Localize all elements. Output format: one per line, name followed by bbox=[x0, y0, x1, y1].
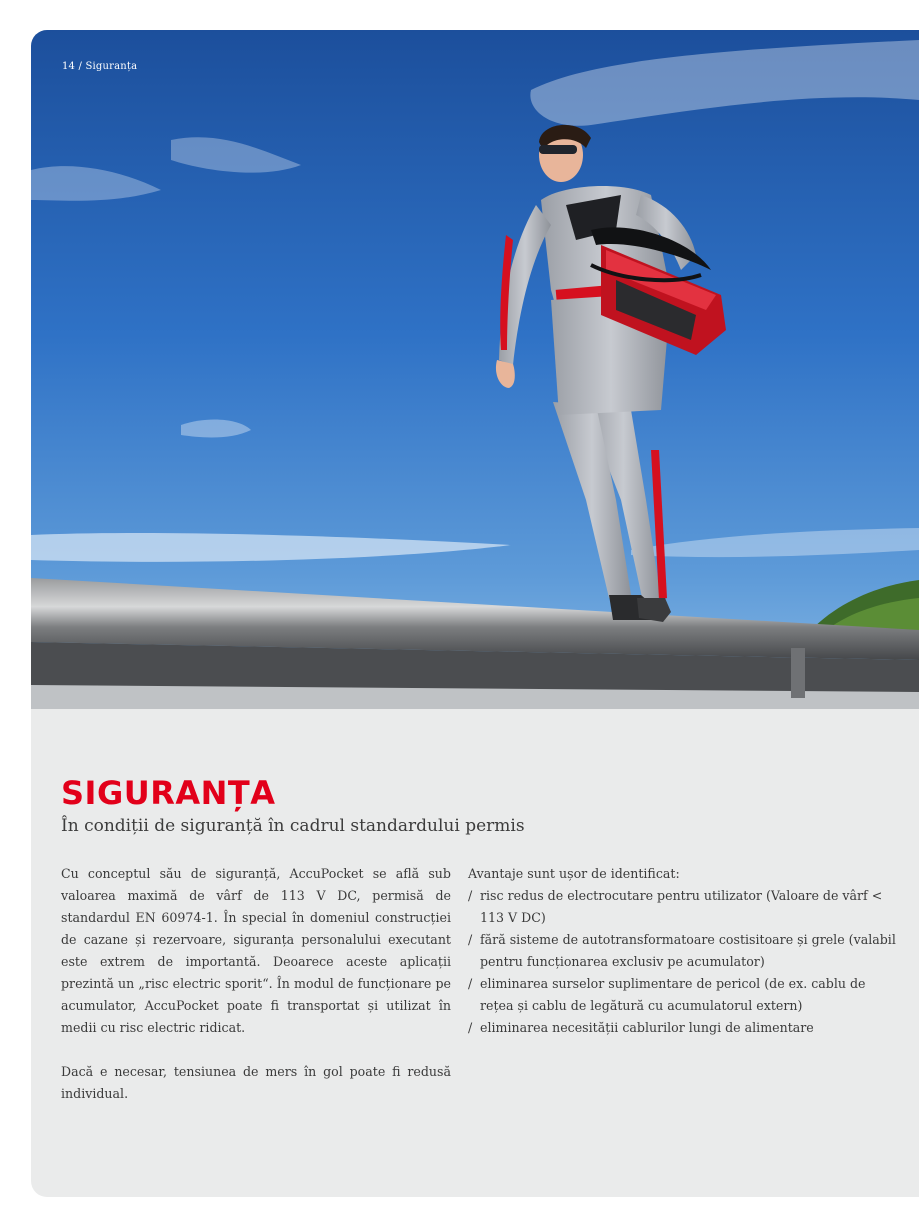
list-item-text: eliminarea surselor suplimentare de pericol (de ex. cablu de rețea și cablu de legătură cu acumulatorul extern) bbox=[480, 976, 866, 1013]
running-head: 14 / Siguranța bbox=[62, 61, 138, 72]
list-item bbox=[468, 973, 898, 1017]
benefits-list bbox=[468, 885, 898, 1039]
paragraph: Dacă e necesar, tensiunea de mers în gol poate fi redusă individual. bbox=[61, 1064, 451, 1101]
list-item-text: risc redus de electrocutare pentru utilizator (Valoare de vârf < 113 V DC) bbox=[480, 888, 883, 925]
brochure-page bbox=[31, 30, 919, 1197]
hero-photo bbox=[31, 30, 919, 709]
page-subtitle: În condiții de siguranță în cadrul standardului permis bbox=[61, 816, 525, 836]
list-item bbox=[468, 929, 898, 973]
benefits-intro: Avantaje sunt ușor de identificat: bbox=[468, 866, 680, 881]
page-title: SIGURANȚA bbox=[61, 774, 276, 812]
left-column bbox=[61, 863, 451, 1127]
bullet-slash-icon: / bbox=[468, 932, 473, 947]
paragraph: Cu conceptul său de siguranță, AccuPocket se află sub valoarea maximă de vârf de 113 V DC, permisă de standardul EN 60974-1. În special în domeniul construcției de cazane și rezervoare, siguranța personalului executant este extrem de importantă. Deoarece aceste aplicații prezintă un „risc electric sporit“. În modul de funcționare pe acumulator, AccuPocket poate fi transportat și utilizat în medii cu risc electric ridicat. bbox=[61, 866, 451, 1035]
hero-photo-illustration bbox=[31, 30, 919, 709]
bullet-slash-icon: / bbox=[468, 1020, 473, 1035]
right-column bbox=[468, 863, 898, 1039]
bullet-slash-icon: / bbox=[468, 976, 473, 991]
main-content bbox=[61, 774, 896, 1101]
list-item-text: fără sisteme de autotransformatoare costisitoare și grele (valabil pentru funcționarea exclusiv pe acumulator) bbox=[480, 932, 896, 969]
list-item-text: eliminarea necesității cablurilor lungi de alimentare bbox=[480, 1020, 814, 1035]
bullet-slash-icon: / bbox=[468, 888, 473, 903]
list-item bbox=[468, 1017, 898, 1039]
list-item bbox=[468, 885, 898, 929]
